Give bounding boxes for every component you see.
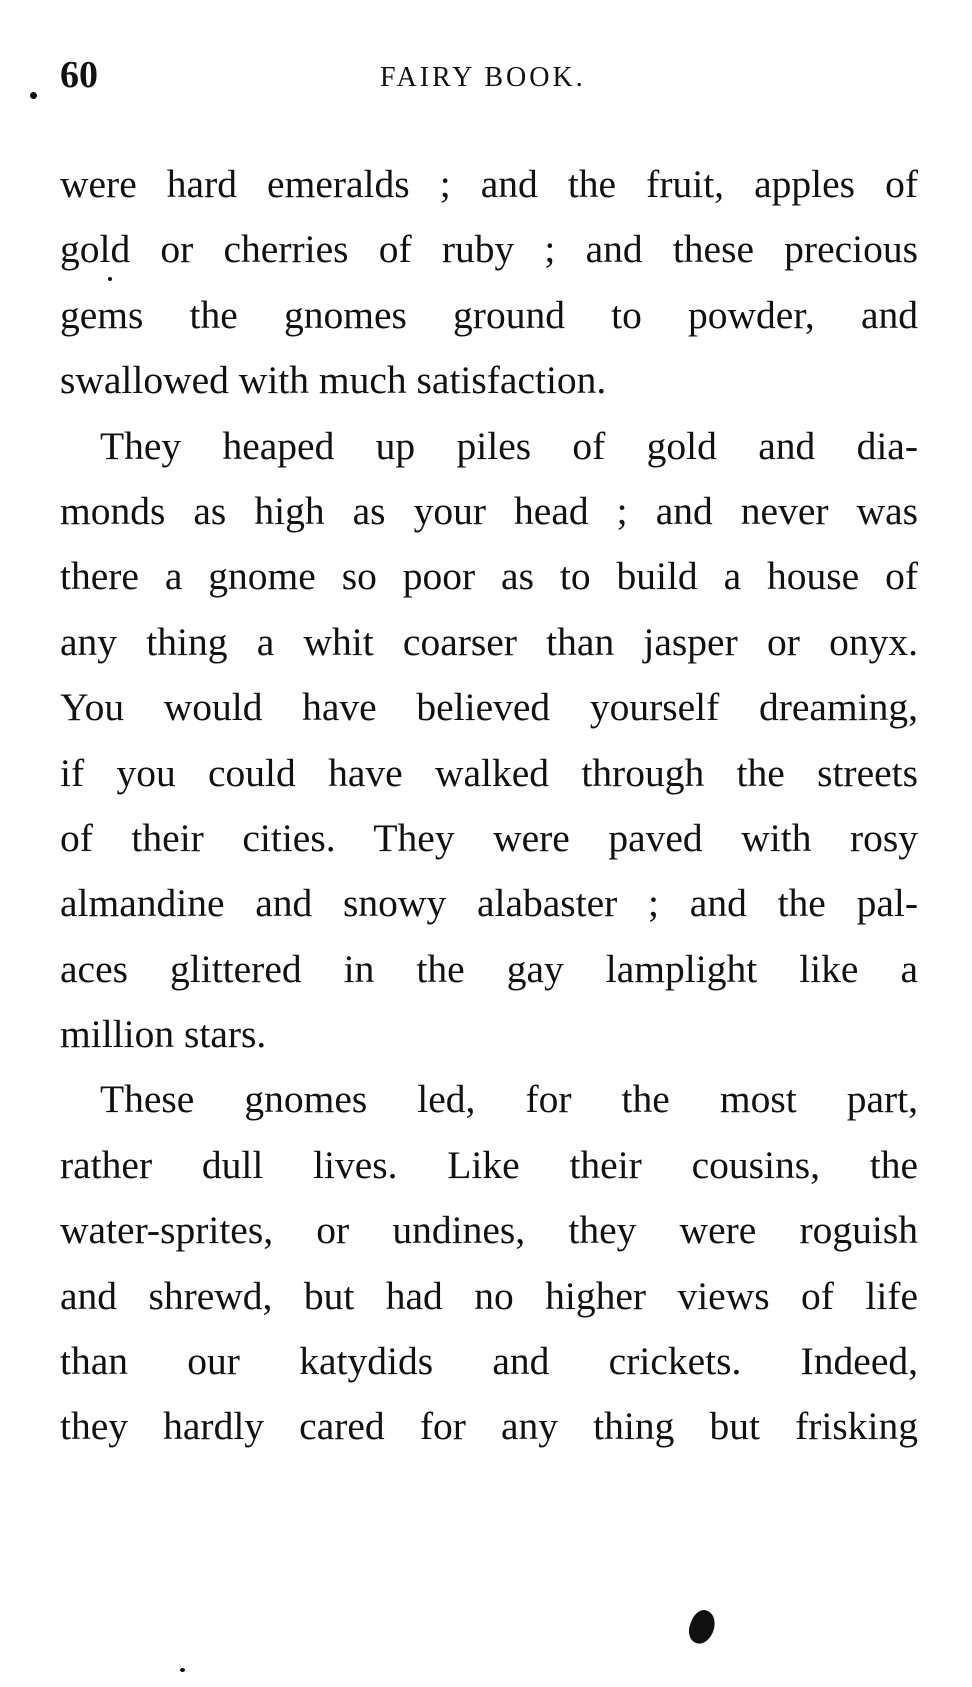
text-line: than our katydids and crickets. Indeed, [60,1339,918,1384]
ink-speck [180,1668,185,1672]
text-line: they hardly cared for any thing but frisking [60,1404,918,1449]
text-line: water-sprites, or undines, they were roguish [60,1208,918,1253]
ink-speck [30,92,37,99]
text-line: gold or cherries of ruby ; and these precious [60,227,918,272]
text-line: of their cities. They were paved with rosy [60,815,918,860]
text-line: aces glittered in the gay lamplight like a [60,946,918,991]
running-title: FAIRY BOOK. [380,62,586,93]
text-line: You would have believed yourself dreaming, [60,685,918,730]
text-line: gems the gnomes ground to powder, and [60,292,918,337]
text-line: monds as high as your head ; and never was [60,488,918,533]
page-number: 60 [60,54,98,96]
text-line: million stars. [60,1012,267,1057]
text-line: These gnomes led, for the most part, [100,1077,918,1122]
text-line: almandine and snowy alabaster ; and the pal- [60,881,918,926]
body-text [60,152,918,1460]
ink-speck [108,277,112,281]
text-line: there a gnome so poor as to build a house of [60,554,918,599]
text-line: if you could have walked through the streets [60,750,918,795]
running-head [60,50,920,100]
text-line: swallowed with much satisfaction. [60,358,607,403]
text-line: were hard emeralds ; and the fruit, apples of [60,162,918,206]
ink-blot [685,1607,720,1648]
text-line: and shrewd, but had no higher views of life [60,1273,918,1318]
text-line: They heaped up piles of gold and dia- [100,423,918,468]
text-line: rather dull lives. Like their cousins, the [60,1142,918,1187]
text-line: any thing a whit coarser than jasper or onyx. [60,619,918,664]
